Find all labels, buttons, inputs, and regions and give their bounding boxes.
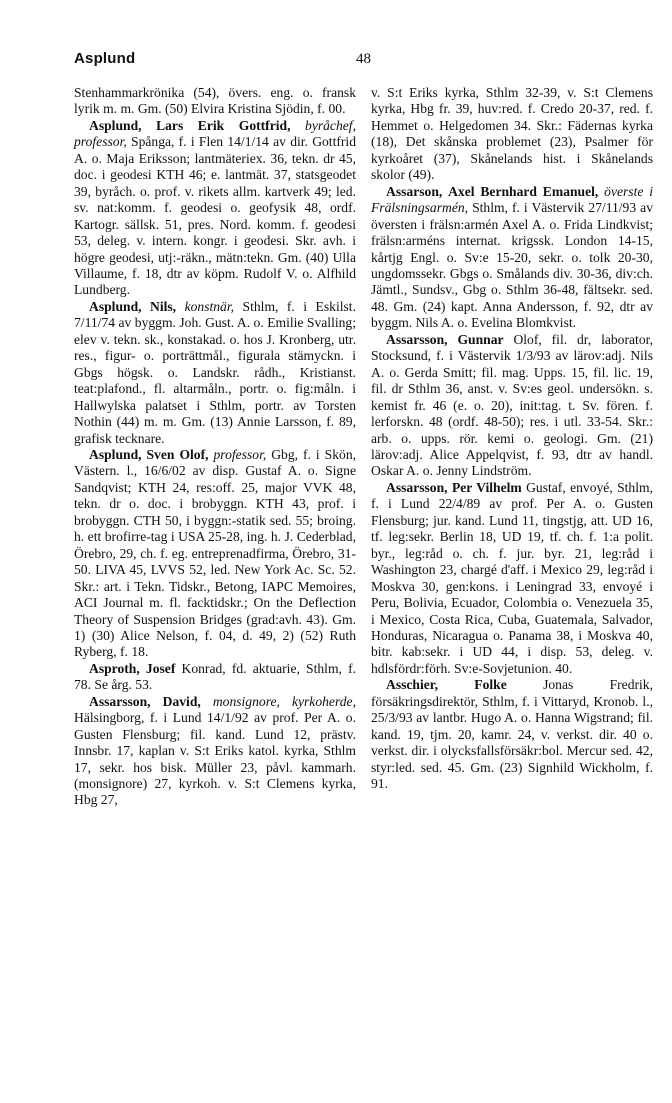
entry-surname: Assarsson, — [386, 331, 448, 347]
entry-text: v. S:t Eriks kyrka, Sthlm 32-39, v. S:t Clemens kyrka, Hbg fr. 39, huv:red. f. Credo 20-37, red. f. Hemmet o. Helgedomen 34. Skr.: Fädernas kyrka (18), Det skånska problemet (23), Psalmer för kyrkoåret (37), Skånelands hist. i Skånelands skolor (49). — [371, 85, 653, 183]
entry-given-name: Josef — [145, 660, 176, 676]
entry-given-name: Per Vilhelm — [451, 479, 522, 495]
entry-text: Jonas Fredrik, försäkringsdirektör, Sthlm, f. i Vittaryd, Kronob. l., 25/3/93 av lantbr. Hugo A. o. Hanna Wigstrand; fil. kand. 19, tjm. 20, kamr. 24, v. verkst. dir. 40 o. verkst. dir. i olycksfallsförsäkr:bol. Mercur sed. 42, styr:led. sed. 45. Gm. (23) Signhild Wickholm, f. 91. — [371, 677, 653, 792]
entry-assarsson-per — [371, 480, 653, 677]
entry-surname: Asproth, — [89, 660, 140, 676]
entry-asplund-sven — [74, 447, 356, 661]
entry-surname: Asplund, — [89, 446, 142, 462]
entry-text: Hälsingborg, f. i Lund 14/1/92 av prof. Per A. o. Gusten Flensburg; fil. kand. Lund 12, prästv. Innsbr. 17, kaplan v. S:t Eriks katol. kyrka, Sthlm 17, sekr. hos bisk. Müller 23, påvl. kammarh. (monsignore) 27, kyrkoh. v. S:t Clemens kyrka, Hbg 27, — [74, 710, 356, 808]
entry-given-name: Lars Erik Gottfrid, — [156, 117, 291, 133]
entry-text: Stenhammarkrönika (54), övers. eng. o. fransk lyrik m. m. Gm. (50) Elvira Kristina Sjödin, f. 00. — [74, 85, 356, 117]
entry-surname: Asplund, — [89, 117, 142, 133]
entry-text: Konrad, fd. aktuarie, Sthlm, f. 78. Se årg. 53. — [74, 660, 356, 693]
entry-assarsson-gunnar — [371, 332, 653, 480]
entry-assarson-axel — [371, 184, 653, 332]
entry-text: Sthlm, f. i Västervik 27/11/93 av översten i frälsn:armén Axel A. o. Frida Lindkvist; frälsn:arméns internat. krigssk. London 14-15, kårtjg Engl. o. Sv:e 15-20, sekr. o. tolk 20-30, ungdomssekr. Gbgs o. Smålands div. 30-36, div:ch. Jämtl., Sundsv., Gbg o. Sthlm 36-48, fältsekr. sed. 48. Gm. (24) kapt. Anna Andersson, f. 92, dtr av byggm. Nils A. o. Evelina Blomkvist. — [371, 200, 653, 331]
entry-asproth-josef — [74, 661, 356, 694]
entry-given-name: Gunnar — [457, 331, 504, 347]
entry-asplund-nils — [74, 299, 356, 447]
entry-occupation: professor, — [213, 446, 267, 462]
entry-assarsson-david — [74, 694, 356, 809]
entry-surname: Assarsson, — [89, 693, 151, 709]
right-column — [371, 85, 653, 792]
entry-occupation: överste i Frälsningsarmén, — [371, 183, 654, 216]
entry-text: Olof, fil. dr, laborator, Stocksund, f. i Västervik 1/3/93 av lärov:adj. Nils A. o. Gerda Smitt; fil. mag. Upps. 15, fil. lic. 19, fil. dr Sthlm 36, anst. v. Sv:es geol. undersökn. s. kemist fr. 46 (e. o. 20), init:tag. t. Sv. fören. f. lerforskn. 48 (ordf. 48-50); res. i utl. 33-54. Skr.: arb. o. upps. rör. kemi o. geologi. Gm. (21) lärov:adj. Alice Appelqvist, f. 93, dtr av handl. Oskar A. o. Jenny Lindström. — [371, 331, 653, 479]
entry-given-name: David, — [162, 693, 201, 709]
entry-surname: Assarsson, — [386, 479, 448, 495]
entry-surname: Asplund, — [89, 298, 142, 314]
entry-occupation: byråchef, professor, — [74, 117, 356, 150]
entry-text: Gustaf, envoyé, Sthlm, f. i Lund 22/4/89 av prof. Per A. o. Gusten Flensburg; jur. kand. Lund 11, tingstjg, att. UD 16, tf. leg:sekr. Berlin 18, UD 19, tf. ch. f. 1:a polit. byr., leg:råd o. ch. f. jur. byr. 21, leg:råd i Washington 23, chargé d'aff. i Mexico 29, leg:råd i Moskva 30, gen:kons. i Leningrad 33, envoyé i Peru, Bolivia, Ecuador, Colombia o. Venezuela 35, i Mexico, Costa Rica, Cuba, Guatemala, Salvador, Honduras, Nicaragua o. Panama 38, i Moskva 40, bitr. kab:sekr. i UD 44, i disp. 53, deleg. v. hdlsfördr:förh. Sv:e-Sovjetunion. 40. — [371, 479, 653, 676]
page-number: 48 — [356, 51, 371, 67]
entry-occupation: monsignore, kyrkoherde, — [212, 693, 356, 709]
entry-continuation — [371, 85, 653, 184]
entry-given-name: Sven Olof, — [146, 446, 209, 462]
entry-surname: Asschier, — [386, 677, 438, 693]
entry-occupation: konstnär, — [184, 298, 235, 314]
left-column — [74, 85, 356, 809]
entry-given-name: Axel Bernhard Emanuel, — [448, 183, 599, 199]
entry-text: Sthlm, f. i Eskilst. 7/11/74 av byggm. Joh. Gust. A. o. Emilie Svalling; elev v. tekn. sk., konstakad. o. hos J. Kronberg, utr. res., figur- o. porträttmål., figurala stämyckn. i Gbgs högsk. o. Landskr. rådh., Kristianst. teat:plafond., fl. altarmåln., portr. o. fig:måln. i Hallwylska palatset i Sthlm, portr. av Torsten Nothin (44) m. m. Gm. (13) Annie Larsson, f. 89, grafisk tecknare. — [74, 298, 356, 446]
entry-text: Gbg, f. i Skön, Västern. l., 16/6/02 av disp. Gustaf A. o. Signe Sandqvist; KTH 24, res:off. 25, major VVK 48, tekn. dr o. doc. i brobyggn. KTH 43, prof. i brobyggn. CTH 50, i byggn:-statik sed. 55; broing. h. ett brofirre-tag i USA 25-28, ing. h. J. Cederblad, Örebro, 29, ch. f. eg. entreprenadfirma, Örebro, 31-50. LIVA 45, LVVS 52, led. New York Ac. Sc. 52. Skr.: art. i Tekn. Tidskr., Betong, IAPC Memoires, ACI Journal m. fl. facktidskr.; On the Deflection Theory of Suspension Bridges (grad:avh. 43). Gm. 1) (30) Alice Nelson, f. 04, d. 49, 2) (52) Ruth Ryberg, f. 18. — [74, 446, 357, 660]
running-head: Asplund — [74, 50, 136, 67]
entry-text: Spånga, f. i Flen 14/1/14 av dir. Gottfrid A. o. Maja Eriksson; lantmäteriex. 36, tekn. dr 45, doc. i geodesi KTH 46; e. lantmät. 37, statsgeodet 39, byråch. o. prof. v. rikets allm. kartverk 49; led. sv. nat:komm. f. geodesi o. geofysik 48, ordf. Kartogr. sällsk. 51, pres. Nord. komm. f. geodesi 53, deleg. v. intern. kongr. i geodesi. Skr. avh. i högre geodesi, utj:-räkn., mätn:tekn. Gm. (40) Ulla Villaume, f. 18, dtr av köpm. Rudolf V. o. Alfhild Lundberg. — [74, 134, 356, 298]
entry-asplund-lars — [74, 118, 356, 299]
entry-given-name: Folke — [474, 677, 507, 693]
entry-given-name: Nils, — [150, 298, 177, 314]
entry-surname: Assarson, — [386, 183, 443, 199]
entry-asschier-folke — [371, 677, 653, 792]
entry-continuation — [74, 85, 356, 118]
